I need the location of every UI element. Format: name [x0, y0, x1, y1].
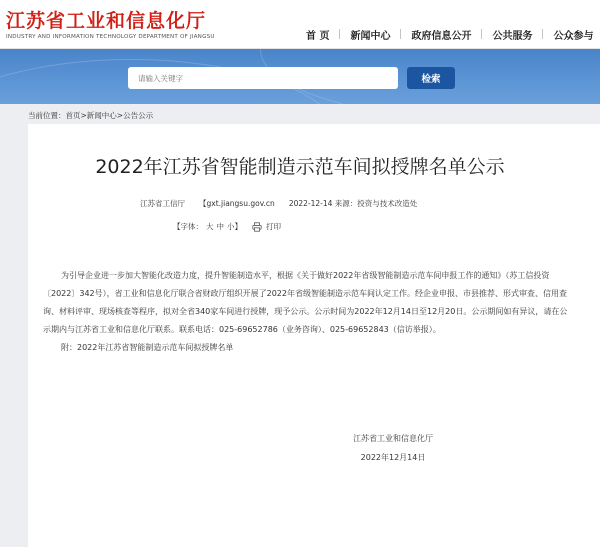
breadcrumb-separator: > — [116, 110, 124, 120]
font-medium-link[interactable]: 中 — [216, 222, 224, 231]
print-icon[interactable] — [252, 222, 262, 232]
font-large-link[interactable]: 大 — [206, 222, 214, 231]
nav-item-public-service[interactable]: 公共服务 — [492, 30, 533, 42]
page-title: 2022年江苏省智能制造示范车间拟授牌名单公示 — [95, 156, 505, 178]
breadcrumb-home-link[interactable]: 首页 — [65, 110, 81, 120]
article-tools — [173, 221, 281, 232]
nav-item-gov-info[interactable]: 政府信息公开 — [411, 30, 472, 42]
font-small-link[interactable]: 小 — [227, 222, 235, 231]
article-signature — [353, 429, 433, 467]
breadcrumb-prefix: 当前位置： — [28, 110, 66, 120]
article-paragraph: 为引导企业进一步加大智能化改造力度，提升智能制造水平，根据《关于做好2022年省级智能制造示范车间申报工作的通知》（苏工信投资〔2022〕342号），省工业和信息化厅联合省财政厅组织开展了2022年省级智能制造示范车间认定工作。经企业申报、市县推荐、形式审查、信用查询、材料评审、现场核查等程序，拟对全省340家车间进行授牌，现予公示。公示时间为2022年12月14日至12月20日。公示期间如有异议，请在公示期内与江苏省工业和信息化厅联系。联系电话：025-69652786（业务咨询）、025-69652843（信访举报）。 — [43, 271, 568, 334]
breadcrumb-news-link[interactable]: 新闻中心 — [86, 110, 117, 120]
search-button[interactable]: 检索 — [407, 67, 455, 89]
nav-item-participation[interactable]: 公众参与 — [553, 30, 594, 42]
site-logo-subtitle: INDUSTRY AND INFORMATION TECHNOLOGY DEPARTMENT OF JIANGSU — [6, 34, 215, 40]
font-size-close: 】 — [234, 222, 242, 231]
search-input[interactable] — [128, 67, 398, 89]
font-size-label: 【字体： — [173, 222, 203, 231]
article-panel — [28, 124, 600, 547]
article-publisher: 江苏省工信厅 — [140, 199, 185, 208]
signature-date: 2022年12月14日 — [360, 453, 426, 462]
breadcrumb — [28, 108, 600, 122]
article-meta — [140, 198, 417, 209]
article-body — [43, 267, 568, 357]
breadcrumb-separator: > — [80, 110, 87, 120]
search-banner — [0, 49, 600, 104]
print-link[interactable]: 打印 — [266, 222, 281, 231]
article-date-source: 2022-12-14 来源：投资与技术改造处 — [288, 199, 418, 208]
attachment-link[interactable]: 附：2022年江苏省智能制造示范车间拟授牌名单 — [61, 343, 234, 352]
site-logo[interactable]: 江苏省工业和信息化厅 — [6, 10, 207, 32]
nav-item-news[interactable]: 新闻中心 — [350, 30, 391, 42]
breadcrumb-current-link[interactable]: 公告公示 — [123, 110, 154, 120]
main-nav — [296, 26, 600, 42]
article-website: 【gxt.jiangsu.gov.cn — [199, 199, 275, 208]
nav-item-home[interactable]: 首 页 — [306, 30, 330, 42]
signature-org: 江苏省工业和信息化厅 — [353, 434, 433, 443]
site-header — [0, 0, 600, 49]
